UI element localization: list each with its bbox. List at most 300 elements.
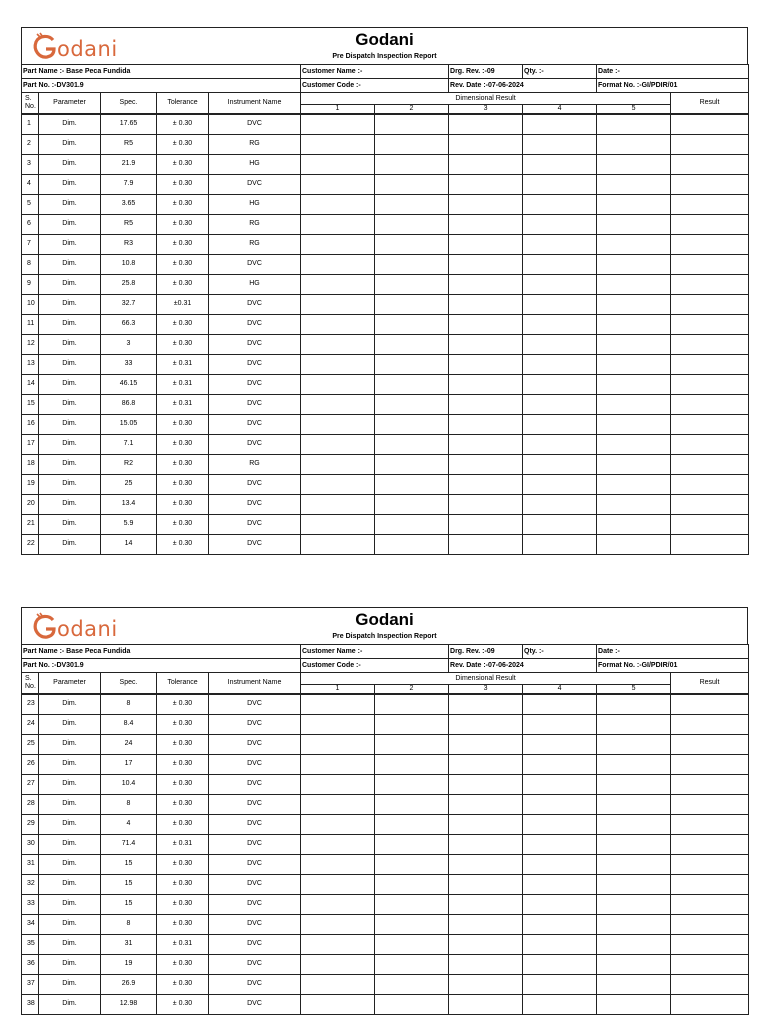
cell-reading-3 bbox=[449, 414, 523, 434]
cell-reading-3 bbox=[449, 974, 523, 994]
cell-reading-5 bbox=[597, 814, 671, 834]
cell-s-no: 18 bbox=[22, 454, 39, 474]
cell-reading-3 bbox=[449, 714, 523, 734]
cell-tolerance: ± 0.30 bbox=[157, 514, 209, 534]
part-no: Part No. :-DV301.9 bbox=[22, 659, 301, 673]
cell-tolerance: ± 0.30 bbox=[157, 454, 209, 474]
cell-reading-1 bbox=[301, 234, 375, 254]
cell-reading-1 bbox=[301, 354, 375, 374]
cell-parameter: Dim. bbox=[39, 934, 101, 954]
table-row bbox=[22, 474, 749, 494]
table-row bbox=[22, 154, 749, 174]
cell-reading-4 bbox=[523, 234, 597, 254]
part-no: Part No. :-DV301.9 bbox=[22, 79, 301, 93]
cell-reading-4 bbox=[523, 474, 597, 494]
cell-reading-2 bbox=[375, 754, 449, 774]
cell-tolerance: ± 0.30 bbox=[157, 434, 209, 454]
cell-parameter: Dim. bbox=[39, 974, 101, 994]
cell-reading-3 bbox=[449, 454, 523, 474]
cell-reading-3 bbox=[449, 194, 523, 214]
cell-parameter: Dim. bbox=[39, 774, 101, 794]
table-row bbox=[22, 814, 749, 834]
cell-reading-5 bbox=[597, 254, 671, 274]
cell-reading-5 bbox=[597, 134, 671, 154]
cell-s-no: 26 bbox=[22, 754, 39, 774]
cell-instrument: DVC bbox=[209, 374, 301, 394]
cell-reading-2 bbox=[375, 714, 449, 734]
cell-tolerance: ± 0.30 bbox=[157, 974, 209, 994]
info-row-2 bbox=[22, 659, 749, 673]
cell-reading-2 bbox=[375, 974, 449, 994]
col-s-no: S. No. bbox=[22, 93, 39, 115]
cell-reading-2 bbox=[375, 734, 449, 754]
cell-reading-1 bbox=[301, 294, 375, 314]
table-row bbox=[22, 494, 749, 514]
cell-instrument: DVC bbox=[209, 814, 301, 834]
cell-instrument: RG bbox=[209, 214, 301, 234]
cell-parameter: Dim. bbox=[39, 174, 101, 194]
report-subtitle: Pre Dispatch Inspection Report bbox=[332, 633, 437, 640]
cell-reading-5 bbox=[597, 294, 671, 314]
table-body bbox=[22, 114, 749, 554]
cell-reading-3 bbox=[449, 314, 523, 334]
column-header-row bbox=[22, 93, 749, 105]
cell-parameter: Dim. bbox=[39, 254, 101, 274]
cell-result bbox=[671, 334, 749, 354]
cell-reading-4 bbox=[523, 734, 597, 754]
cell-result bbox=[671, 694, 749, 714]
table-row bbox=[22, 414, 749, 434]
cell-result bbox=[671, 134, 749, 154]
cell-reading-4 bbox=[523, 454, 597, 474]
col-reading-3: 3 bbox=[449, 105, 523, 115]
cell-spec: 71.4 bbox=[101, 834, 157, 854]
cell-reading-5 bbox=[597, 514, 671, 534]
cell-reading-4 bbox=[523, 494, 597, 514]
cell-result bbox=[671, 514, 749, 534]
cell-instrument: DVC bbox=[209, 474, 301, 494]
format-no: Format No. :-GI/PDIR/01 bbox=[597, 79, 749, 93]
cell-reading-2 bbox=[375, 114, 449, 134]
cell-s-no: 3 bbox=[22, 154, 39, 174]
cell-reading-4 bbox=[523, 274, 597, 294]
cell-result bbox=[671, 774, 749, 794]
cell-instrument: DVC bbox=[209, 114, 301, 134]
cell-reading-3 bbox=[449, 334, 523, 354]
cell-s-no: 7 bbox=[22, 234, 39, 254]
cell-spec: 15.05 bbox=[101, 414, 157, 434]
cell-tolerance: ± 0.30 bbox=[157, 174, 209, 194]
cell-reading-4 bbox=[523, 974, 597, 994]
cell-reading-3 bbox=[449, 434, 523, 454]
cell-reading-5 bbox=[597, 274, 671, 294]
cell-reading-1 bbox=[301, 154, 375, 174]
cell-s-no: 14 bbox=[22, 374, 39, 394]
cell-tolerance: ± 0.30 bbox=[157, 494, 209, 514]
cell-instrument: DVC bbox=[209, 854, 301, 874]
table-row bbox=[22, 274, 749, 294]
cell-reading-5 bbox=[597, 474, 671, 494]
cell-reading-5 bbox=[597, 414, 671, 434]
col-tolerance: Tolerance bbox=[157, 93, 209, 115]
cell-tolerance: ± 0.30 bbox=[157, 334, 209, 354]
cell-tolerance: ± 0.30 bbox=[157, 854, 209, 874]
cell-parameter: Dim. bbox=[39, 894, 101, 914]
table-row bbox=[22, 914, 749, 934]
col-reading-2: 2 bbox=[375, 105, 449, 115]
cell-reading-1 bbox=[301, 954, 375, 974]
cell-s-no: 10 bbox=[22, 294, 39, 314]
table-row bbox=[22, 714, 749, 734]
cell-tolerance: ± 0.30 bbox=[157, 734, 209, 754]
cell-reading-1 bbox=[301, 394, 375, 414]
cell-spec: 8 bbox=[101, 694, 157, 714]
cell-parameter: Dim. bbox=[39, 454, 101, 474]
customer-code: Customer Code :- bbox=[301, 79, 449, 93]
cell-s-no: 28 bbox=[22, 794, 39, 814]
table-row bbox=[22, 234, 749, 254]
date: Date :- bbox=[597, 645, 749, 659]
cell-reading-4 bbox=[523, 214, 597, 234]
cell-s-no: 5 bbox=[22, 194, 39, 214]
cell-result bbox=[671, 294, 749, 314]
cell-reading-2 bbox=[375, 434, 449, 454]
cell-reading-5 bbox=[597, 154, 671, 174]
cell-reading-3 bbox=[449, 354, 523, 374]
cell-reading-5 bbox=[597, 774, 671, 794]
cell-parameter: Dim. bbox=[39, 814, 101, 834]
cell-spec: 5.9 bbox=[101, 514, 157, 534]
cell-reading-4 bbox=[523, 434, 597, 454]
cell-s-no: 32 bbox=[22, 874, 39, 894]
cell-reading-2 bbox=[375, 194, 449, 214]
table-row bbox=[22, 394, 749, 414]
cell-result bbox=[671, 154, 749, 174]
cell-result bbox=[671, 274, 749, 294]
cell-reading-1 bbox=[301, 214, 375, 234]
cell-reading-1 bbox=[301, 194, 375, 214]
cell-instrument: DVC bbox=[209, 694, 301, 714]
cell-tolerance: ± 0.30 bbox=[157, 814, 209, 834]
cell-reading-3 bbox=[449, 854, 523, 874]
cell-reading-5 bbox=[597, 374, 671, 394]
cell-s-no: 33 bbox=[22, 894, 39, 914]
cell-reading-2 bbox=[375, 874, 449, 894]
cell-instrument: DVC bbox=[209, 314, 301, 334]
cell-result bbox=[671, 174, 749, 194]
cell-result bbox=[671, 934, 749, 954]
cell-reading-2 bbox=[375, 794, 449, 814]
cell-instrument: DVC bbox=[209, 354, 301, 374]
cell-reading-2 bbox=[375, 894, 449, 914]
cell-instrument: DVC bbox=[209, 874, 301, 894]
cell-reading-5 bbox=[597, 894, 671, 914]
cell-reading-1 bbox=[301, 854, 375, 874]
cell-s-no: 8 bbox=[22, 254, 39, 274]
table-row bbox=[22, 254, 749, 274]
cell-tolerance: ± 0.30 bbox=[157, 254, 209, 274]
cell-instrument: RG bbox=[209, 134, 301, 154]
cell-reading-5 bbox=[597, 214, 671, 234]
table-row bbox=[22, 754, 749, 774]
col-reading-4: 4 bbox=[523, 685, 597, 695]
cell-spec: 25.8 bbox=[101, 274, 157, 294]
cell-reading-5 bbox=[597, 834, 671, 854]
table-row bbox=[22, 954, 749, 974]
cell-reading-1 bbox=[301, 874, 375, 894]
cell-result bbox=[671, 354, 749, 374]
inspection-table bbox=[21, 64, 749, 555]
cell-parameter: Dim. bbox=[39, 394, 101, 414]
cell-reading-1 bbox=[301, 534, 375, 554]
cell-reading-4 bbox=[523, 994, 597, 1014]
cell-spec: 46.15 bbox=[101, 374, 157, 394]
cell-parameter: Dim. bbox=[39, 914, 101, 934]
cell-reading-4 bbox=[523, 754, 597, 774]
cell-spec: 7.1 bbox=[101, 434, 157, 454]
cell-tolerance: ± 0.31 bbox=[157, 834, 209, 854]
cell-tolerance: ± 0.31 bbox=[157, 934, 209, 954]
col-reading-3: 3 bbox=[449, 685, 523, 695]
cell-tolerance: ± 0.30 bbox=[157, 414, 209, 434]
cell-instrument: DVC bbox=[209, 894, 301, 914]
cell-instrument: DVC bbox=[209, 434, 301, 454]
cell-reading-3 bbox=[449, 834, 523, 854]
cell-reading-4 bbox=[523, 814, 597, 834]
cell-spec: 66.3 bbox=[101, 314, 157, 334]
cell-result bbox=[671, 234, 749, 254]
format-no: Format No. :-GI/PDIR/01 bbox=[597, 659, 749, 673]
cell-parameter: Dim. bbox=[39, 214, 101, 234]
cell-reading-3 bbox=[449, 474, 523, 494]
cell-reading-5 bbox=[597, 934, 671, 954]
cell-tolerance: ± 0.30 bbox=[157, 134, 209, 154]
cell-parameter: Dim. bbox=[39, 714, 101, 734]
cell-reading-5 bbox=[597, 874, 671, 894]
cell-s-no: 2 bbox=[22, 134, 39, 154]
cell-tolerance: ± 0.30 bbox=[157, 194, 209, 214]
cell-reading-5 bbox=[597, 334, 671, 354]
col-s-no: S. No. bbox=[22, 673, 39, 695]
cell-reading-2 bbox=[375, 774, 449, 794]
cell-result bbox=[671, 874, 749, 894]
cell-reading-5 bbox=[597, 314, 671, 334]
col-parameter: Parameter bbox=[39, 93, 101, 115]
cell-spec: 8.4 bbox=[101, 714, 157, 734]
cell-result bbox=[671, 254, 749, 274]
cell-reading-1 bbox=[301, 494, 375, 514]
report-header bbox=[21, 27, 748, 64]
cell-parameter: Dim. bbox=[39, 434, 101, 454]
cell-tolerance: ± 0.31 bbox=[157, 374, 209, 394]
col-spec: Spec. bbox=[101, 93, 157, 115]
cell-reading-4 bbox=[523, 374, 597, 394]
cell-spec: 10.4 bbox=[101, 774, 157, 794]
cell-instrument: DVC bbox=[209, 254, 301, 274]
cell-reading-5 bbox=[597, 114, 671, 134]
cell-instrument: DVC bbox=[209, 714, 301, 734]
cell-reading-1 bbox=[301, 974, 375, 994]
col-reading-1: 1 bbox=[301, 685, 375, 695]
cell-reading-3 bbox=[449, 694, 523, 714]
cell-reading-4 bbox=[523, 854, 597, 874]
cell-parameter: Dim. bbox=[39, 754, 101, 774]
col-reading-5: 5 bbox=[597, 105, 671, 115]
cell-reading-2 bbox=[375, 254, 449, 274]
cell-s-no: 13 bbox=[22, 354, 39, 374]
cell-s-no: 12 bbox=[22, 334, 39, 354]
cell-spec: 8 bbox=[101, 914, 157, 934]
cell-reading-2 bbox=[375, 994, 449, 1014]
cell-spec: 12.98 bbox=[101, 994, 157, 1014]
cell-reading-5 bbox=[597, 454, 671, 474]
cell-parameter: Dim. bbox=[39, 834, 101, 854]
cell-instrument: DVC bbox=[209, 334, 301, 354]
cell-reading-2 bbox=[375, 414, 449, 434]
cell-spec: 14 bbox=[101, 534, 157, 554]
cell-reading-5 bbox=[597, 994, 671, 1014]
cell-instrument: DVC bbox=[209, 834, 301, 854]
cell-s-no: 29 bbox=[22, 814, 39, 834]
cell-reading-3 bbox=[449, 374, 523, 394]
table-body bbox=[22, 694, 749, 1014]
cell-tolerance: ± 0.30 bbox=[157, 534, 209, 554]
inspection-sheet-2 bbox=[21, 607, 748, 1015]
col-instrument: Instrument Name bbox=[209, 93, 301, 115]
drg-rev: Drg. Rev. :-09 bbox=[449, 645, 523, 659]
cell-result bbox=[671, 414, 749, 434]
cell-tolerance: ± 0.30 bbox=[157, 234, 209, 254]
cell-parameter: Dim. bbox=[39, 694, 101, 714]
cell-instrument: DVC bbox=[209, 534, 301, 554]
logo-text: odani bbox=[57, 37, 118, 61]
cell-instrument: HG bbox=[209, 154, 301, 174]
cell-spec: 10.8 bbox=[101, 254, 157, 274]
cell-spec: 86.8 bbox=[101, 394, 157, 414]
cell-reading-1 bbox=[301, 734, 375, 754]
cell-instrument: DVC bbox=[209, 734, 301, 754]
cell-reading-4 bbox=[523, 934, 597, 954]
cell-parameter: Dim. bbox=[39, 134, 101, 154]
cell-reading-4 bbox=[523, 914, 597, 934]
cell-instrument: RG bbox=[209, 234, 301, 254]
table-row bbox=[22, 114, 749, 134]
cell-s-no: 1 bbox=[22, 114, 39, 134]
cell-reading-3 bbox=[449, 734, 523, 754]
cell-spec: 33 bbox=[101, 354, 157, 374]
cell-reading-1 bbox=[301, 814, 375, 834]
cell-reading-3 bbox=[449, 494, 523, 514]
cell-parameter: Dim. bbox=[39, 234, 101, 254]
cell-reading-5 bbox=[597, 954, 671, 974]
cell-reading-1 bbox=[301, 434, 375, 454]
cell-s-no: 20 bbox=[22, 494, 39, 514]
cell-reading-1 bbox=[301, 374, 375, 394]
cell-spec: 24 bbox=[101, 734, 157, 754]
cell-spec: R2 bbox=[101, 454, 157, 474]
cell-spec: R3 bbox=[101, 234, 157, 254]
cell-tolerance: ± 0.30 bbox=[157, 714, 209, 734]
drg-rev: Drg. Rev. :-09 bbox=[449, 65, 523, 79]
column-header-row bbox=[22, 673, 749, 685]
cell-result bbox=[671, 114, 749, 134]
cell-reading-3 bbox=[449, 254, 523, 274]
cell-reading-3 bbox=[449, 134, 523, 154]
table-row bbox=[22, 214, 749, 234]
customer-name: Customer Name :- bbox=[301, 65, 449, 79]
cell-s-no: 36 bbox=[22, 954, 39, 974]
cell-reading-2 bbox=[375, 474, 449, 494]
cell-reading-3 bbox=[449, 914, 523, 934]
cell-parameter: Dim. bbox=[39, 314, 101, 334]
cell-spec: 3 bbox=[101, 334, 157, 354]
cell-s-no: 16 bbox=[22, 414, 39, 434]
logo-text: odani bbox=[57, 617, 118, 641]
cell-reading-2 bbox=[375, 514, 449, 534]
cell-reading-4 bbox=[523, 534, 597, 554]
cell-parameter: Dim. bbox=[39, 994, 101, 1014]
cell-spec: 3.65 bbox=[101, 194, 157, 214]
cell-tolerance: ± 0.30 bbox=[157, 474, 209, 494]
cell-tolerance: ± 0.30 bbox=[157, 154, 209, 174]
cell-spec: 15 bbox=[101, 854, 157, 874]
cell-result bbox=[671, 894, 749, 914]
col-result: Result bbox=[671, 673, 749, 695]
cell-reading-5 bbox=[597, 734, 671, 754]
cell-reading-3 bbox=[449, 794, 523, 814]
cell-parameter: Dim. bbox=[39, 194, 101, 214]
cell-spec: 21.9 bbox=[101, 154, 157, 174]
cell-reading-1 bbox=[301, 754, 375, 774]
cell-parameter: Dim. bbox=[39, 374, 101, 394]
cell-reading-2 bbox=[375, 374, 449, 394]
col-instrument: Instrument Name bbox=[209, 673, 301, 695]
date: Date :- bbox=[597, 65, 749, 79]
cell-reading-1 bbox=[301, 474, 375, 494]
col-spec: Spec. bbox=[101, 673, 157, 695]
inspection-sheet-1 bbox=[21, 27, 748, 555]
cell-reading-5 bbox=[597, 194, 671, 214]
company-title: Godani bbox=[355, 30, 414, 49]
table-row bbox=[22, 974, 749, 994]
table-row bbox=[22, 334, 749, 354]
cell-reading-4 bbox=[523, 414, 597, 434]
cell-tolerance: ± 0.30 bbox=[157, 694, 209, 714]
cell-reading-1 bbox=[301, 314, 375, 334]
table-row bbox=[22, 354, 749, 374]
col-reading-1: 1 bbox=[301, 105, 375, 115]
cell-reading-5 bbox=[597, 914, 671, 934]
cell-s-no: 9 bbox=[22, 274, 39, 294]
cell-reading-5 bbox=[597, 754, 671, 774]
cell-reading-2 bbox=[375, 154, 449, 174]
cell-parameter: Dim. bbox=[39, 414, 101, 434]
table-row bbox=[22, 454, 749, 474]
cell-tolerance: ± 0.30 bbox=[157, 894, 209, 914]
cell-result bbox=[671, 494, 749, 514]
cell-parameter: Dim. bbox=[39, 534, 101, 554]
cell-reading-5 bbox=[597, 234, 671, 254]
cell-instrument: DVC bbox=[209, 414, 301, 434]
cell-parameter: Dim. bbox=[39, 794, 101, 814]
cell-reading-2 bbox=[375, 934, 449, 954]
cell-parameter: Dim. bbox=[39, 514, 101, 534]
cell-result bbox=[671, 454, 749, 474]
qty: Qty. :- bbox=[523, 645, 597, 659]
table-row bbox=[22, 174, 749, 194]
cell-tolerance: ± 0.30 bbox=[157, 914, 209, 934]
info-row-2 bbox=[22, 79, 749, 93]
